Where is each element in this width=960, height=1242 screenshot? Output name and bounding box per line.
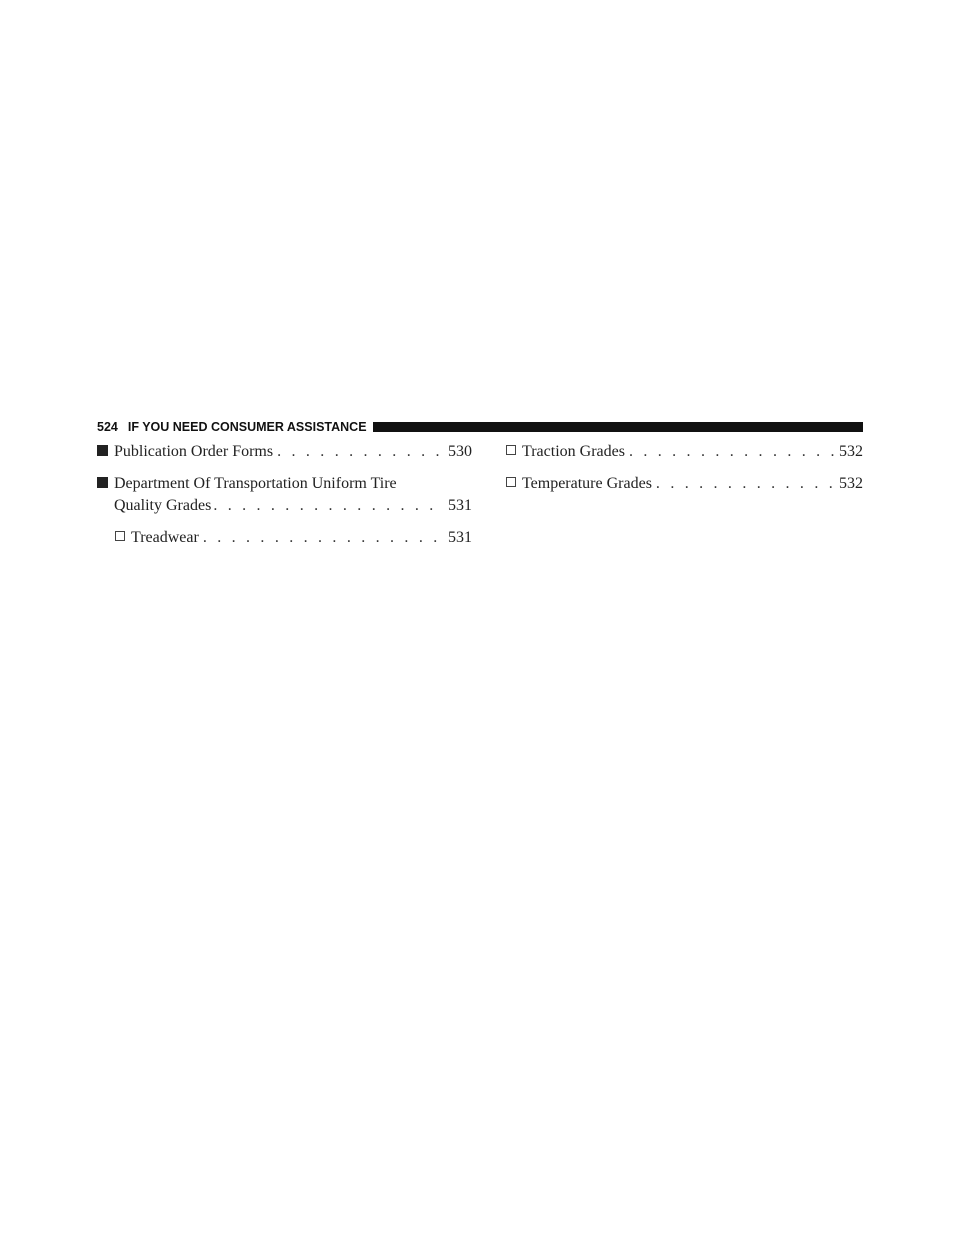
dot-leader — [656, 473, 835, 495]
toc-entry-page: 531 — [448, 529, 472, 546]
toc-column-left — [97, 441, 472, 559]
filled-square-bullet-icon — [97, 445, 108, 456]
open-square-bullet-icon — [506, 445, 516, 455]
toc-entry-label: Temperature Grades — [522, 475, 652, 492]
toc-entry-label: Traction Grades — [522, 443, 625, 460]
toc-entry-treadwear[interactable] — [97, 527, 472, 549]
toc-entry-label-line2: Quality Grades — [114, 497, 212, 514]
dot-leader — [213, 495, 444, 517]
page-header — [97, 418, 863, 436]
toc-entry-page: 531 — [448, 497, 472, 514]
toc-entry-page: 532 — [839, 475, 863, 492]
page-number: 524 — [97, 420, 118, 434]
toc-entry-label-line1: Department Of Transportation Uniform Tire — [114, 475, 397, 492]
toc-column-right — [506, 441, 863, 505]
dot-leader — [629, 441, 835, 463]
toc-entry-page: 530 — [448, 443, 472, 460]
toc-entry-publication-order-forms[interactable] — [97, 441, 472, 463]
toc-entry-label: Publication Order Forms — [114, 443, 274, 460]
header-rule — [373, 422, 863, 432]
section-title: IF YOU NEED CONSUMER ASSISTANCE — [127, 420, 367, 434]
open-square-bullet-icon — [115, 531, 125, 541]
toc-entry-label: Treadwear — [131, 529, 199, 546]
dot-leader — [277, 441, 444, 463]
toc-entry-dot-uniform-tire-quality-grades[interactable] — [97, 473, 472, 517]
toc-entry-page: 532 — [839, 443, 863, 460]
dot-leader — [203, 527, 444, 549]
filled-square-bullet-icon — [97, 477, 108, 488]
open-square-bullet-icon — [506, 477, 516, 487]
toc-entry-temperature-grades[interactable] — [506, 473, 863, 495]
toc-entry-traction-grades[interactable] — [506, 441, 863, 463]
